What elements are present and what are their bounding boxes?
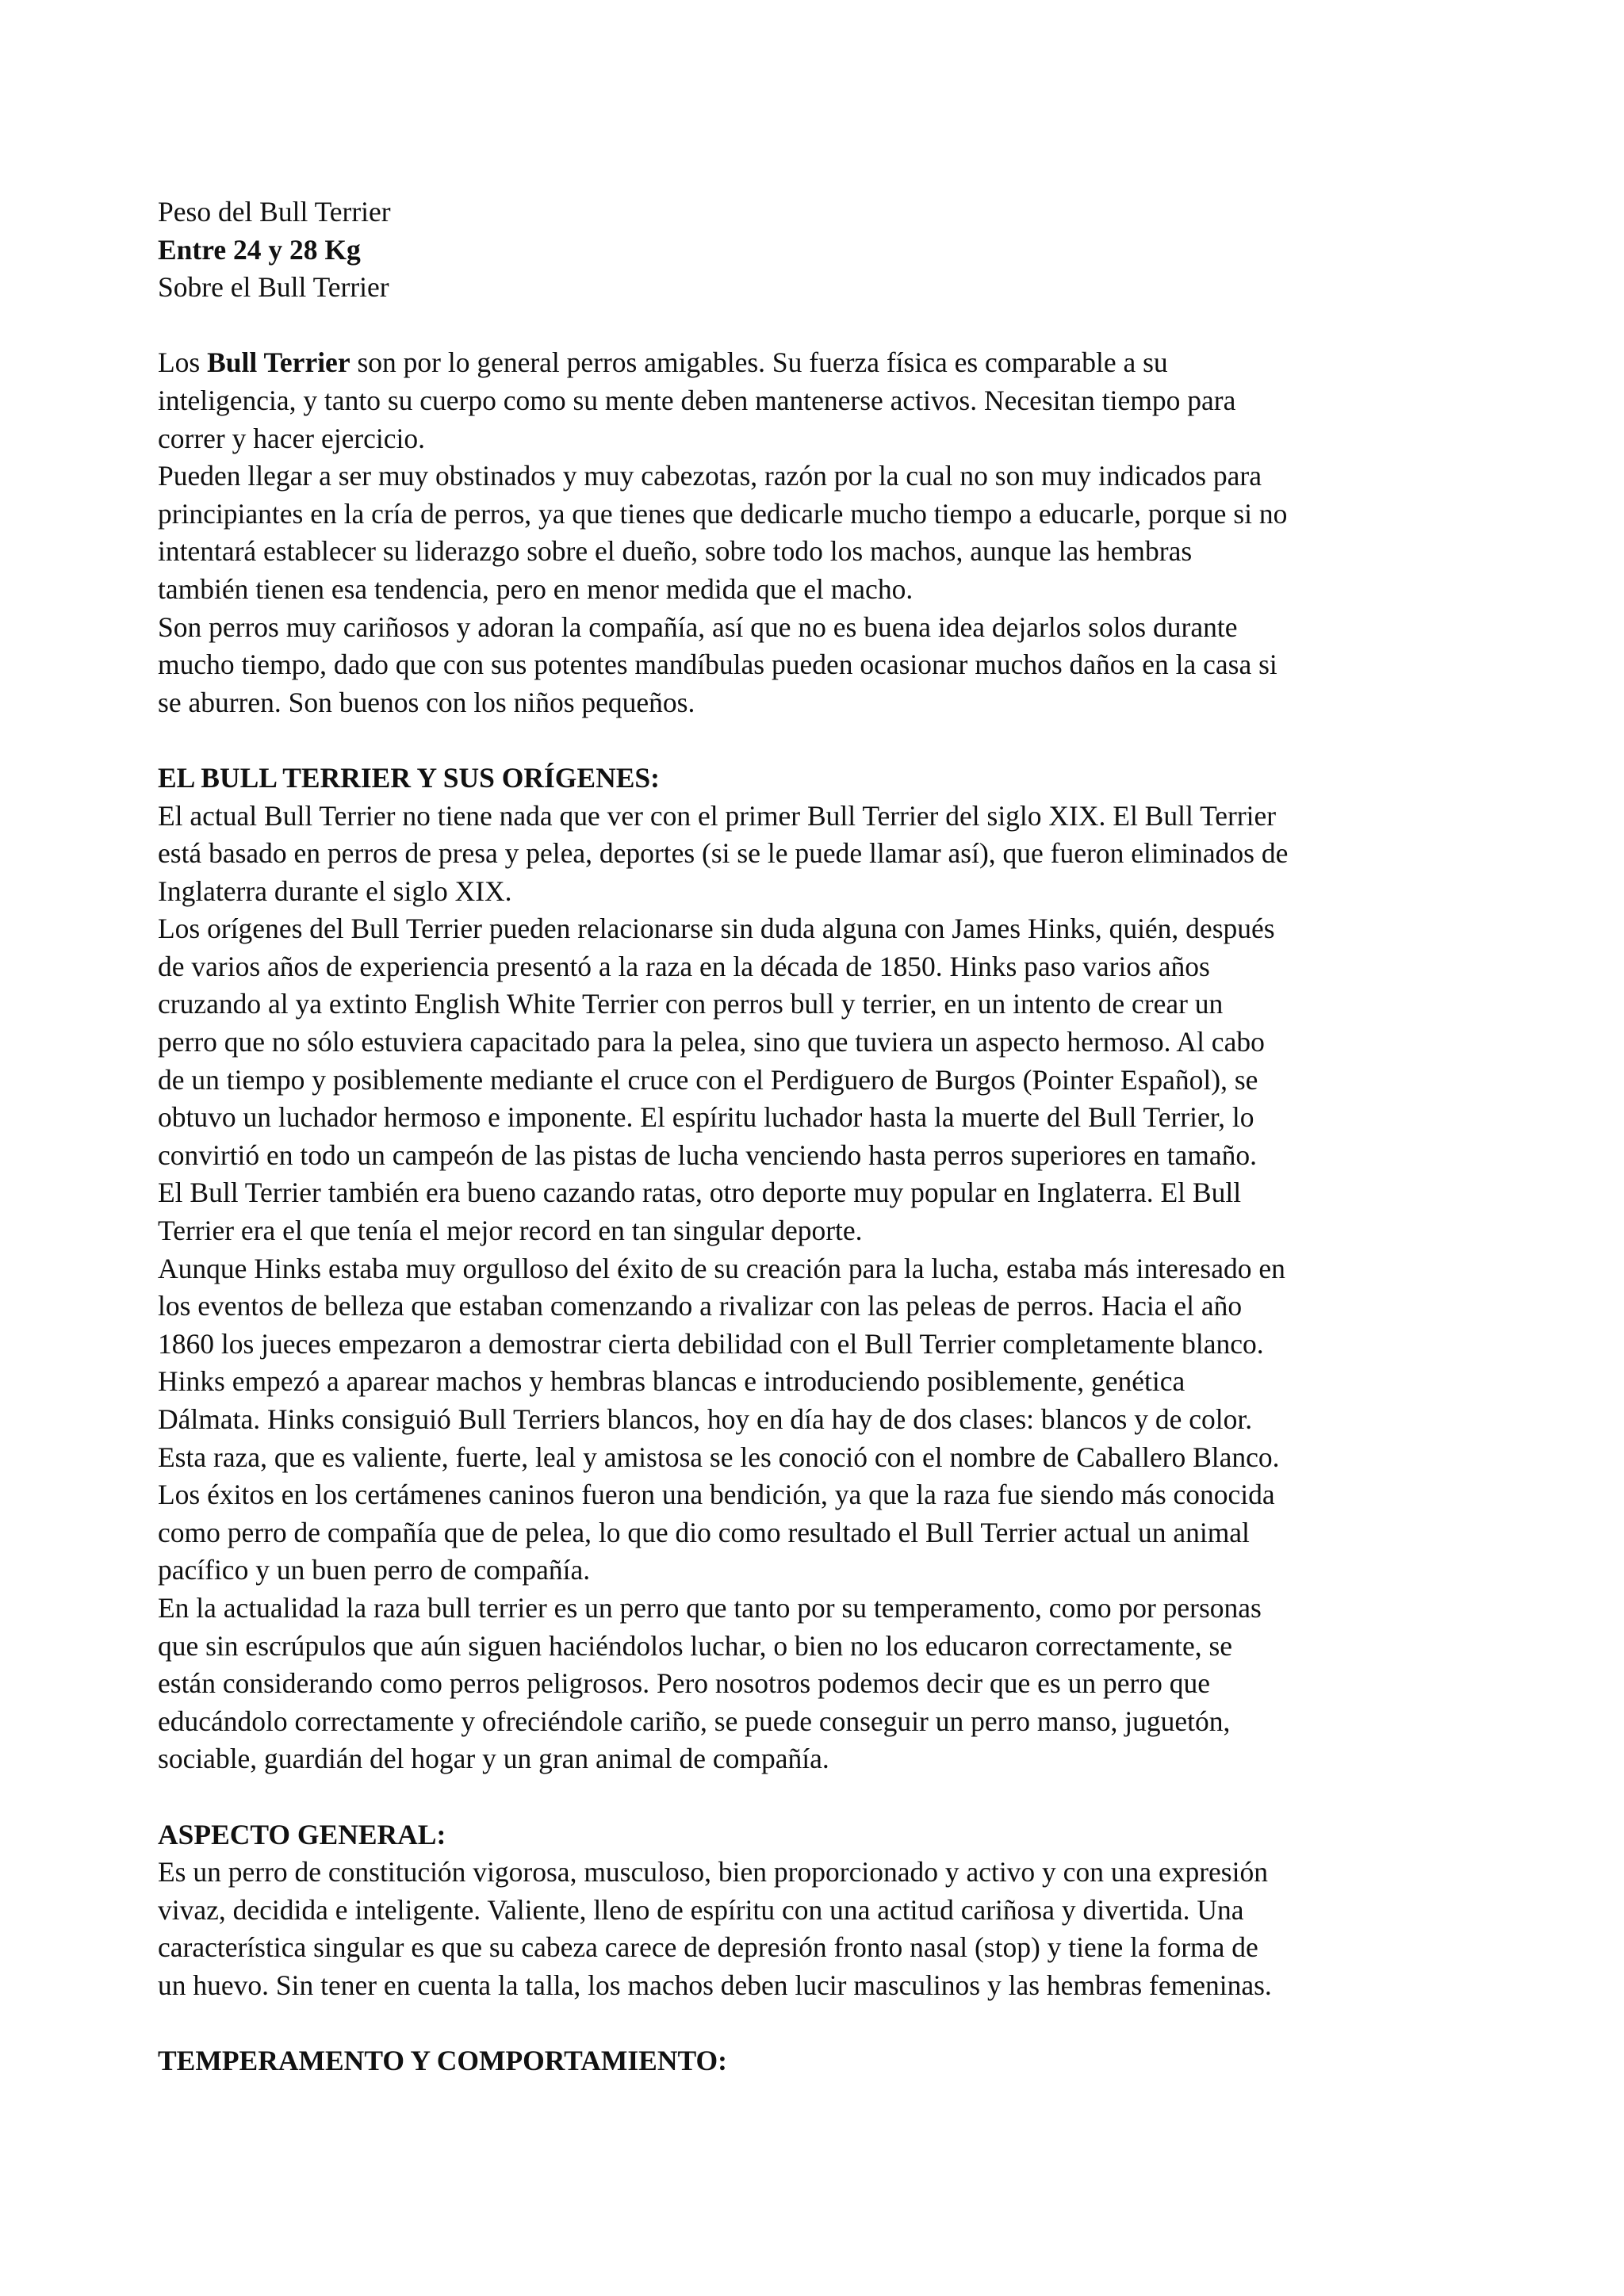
paragraph-line: Terrier era el que tenía el mejor record en tan singular deporte. <box>158 1215 863 1247</box>
paragraph-line: característica singular es que su cabeza carece de depresión fronto nasal (stop) y tiene la forma de <box>158 1931 1258 1964</box>
paragraph-line: vivaz, decidida e inteligente. Valiente, lleno de espíritu con una actitud cariñosa y divertida. Una <box>158 1893 1244 1926</box>
paragraph-line: Inglaterra durante el siglo XIX. <box>158 874 512 907</box>
intro-paragraph-2 <box>158 457 1490 608</box>
origins-paragraph-2 <box>158 910 1490 1249</box>
paragraph-line: cruzando al ya extinto English White Terrier con perros bull y terrier, en un intento de crear un <box>158 988 1224 1020</box>
origins-paragraph-3 <box>158 1250 1490 1590</box>
paragraph-line: Son perros muy cariñosos y adoran la compañía, así que no es buena idea dejarlos solos durante <box>158 610 1238 643</box>
paragraph-line: El actual Bull Terrier no tiene nada que ver con el primer Bull Terrier del siglo XIX. El Bull Terrier <box>158 799 1277 832</box>
paragraph-line: correr y hacer ejercicio. <box>158 422 426 454</box>
paragraph-line: 1860 los jueces empezaron a demostrar cierta debilidad con el Bull Terrier completamente blanco. <box>158 1327 1264 1360</box>
paragraph-line: Los orígenes del Bull Terrier pueden relacionarse sin duda alguna con James Hinks, quién, después <box>158 913 1275 945</box>
spacer <box>158 721 1490 760</box>
paragraph-line: inteligencia, y tanto su cuerpo como su mente deben mantenerse activos. Necesitan tiempo para <box>158 384 1236 416</box>
paragraph-line: Pueden llegar a ser muy obstinados y muy cabezotas, razón por la cual no son muy indicados para <box>158 460 1262 492</box>
paragraph-line: perro que no sólo estuviera capacitado para la pelea, sino que tuviera un aspecto hermoso. Al cabo <box>158 1026 1265 1058</box>
spacer <box>158 2005 1490 2043</box>
paragraph-line: Aunque Hinks estaba muy orgulloso del éxito de su creación para la lucha, estaba más interesado en <box>158 1252 1285 1284</box>
spacer <box>158 307 1490 345</box>
paragraph-line: Los Bull Terrier son por lo general perros amigables. Su fuerza física es comparable a su <box>158 346 1168 379</box>
paragraph-line: intentará establecer su liderazgo sobre el dueño, sobre todo los machos, aunque las hembras <box>158 535 1193 568</box>
aspect-paragraph-1 <box>158 1854 1490 2004</box>
about-title: Sobre el Bull Terrier <box>158 271 389 304</box>
paragraph-line: los eventos de belleza que estaban comenzando a rivalizar con las peleas de perros. Hacia el año <box>158 1290 1243 1322</box>
paragraph-line: está basado en perros de presa y pelea, deportes (si se le puede llamar así), que fueron eliminados de <box>158 837 1289 870</box>
paragraph-line: En la actualidad la raza bull terrier es un perro que tanto por su temperamento, como por personas <box>158 1591 1262 1624</box>
paragraph-line: que sin escrúpulos que aún siguen haciéndolos luchar, o bien no los educaron correctamente, se <box>158 1629 1233 1662</box>
paragraph-line: de un tiempo y posiblemente mediante el cruce con el Perdiguero de Burgos (Pointer Español), se <box>158 1063 1258 1096</box>
paragraph-line: mucho tiempo, dado que con sus potentes mandíbulas pueden ocasionar muchos daños en la casa si <box>158 649 1277 681</box>
paragraph-line: pacífico y un buen perro de compañía. <box>158 1554 591 1586</box>
spacer <box>158 1778 1490 1816</box>
paragraph-line: sociable, guardián del hogar y un gran animal de compañía. <box>158 1743 829 1775</box>
paragraph-line: de varios años de experiencia presentó a la raza en la década de 1850. Hinks paso varios años <box>158 950 1210 982</box>
paragraph-line: están considerando como perros peligrosos. Pero nosotros podemos decir que es un perro que <box>158 1667 1210 1700</box>
paragraph-line: Los éxitos en los certámenes caninos fueron una bendición, ya que la raza fue siendo más conocida <box>158 1479 1275 1511</box>
paragraph-line: convirtió en todo un campeón de las pistas de lucha venciendo hasta perros superiores en tamaño. <box>158 1138 1258 1171</box>
paragraph-line: obtuvo un luchador hermoso e imponente. El espíritu luchador hasta la muerte del Bull Terrier, lo <box>158 1101 1254 1134</box>
paragraph-line: también tienen esa tendencia, pero en menor medida que el macho. <box>158 572 914 605</box>
origins-paragraph-4 <box>158 1590 1490 1778</box>
section-heading-aspect: ASPECTO GENERAL: <box>158 1818 446 1850</box>
paragraph-line: como perro de compañía que de pelea, lo que dio como resultado el Bull Terrier actual un animal <box>158 1516 1250 1548</box>
paragraph-line: Dálmata. Hinks consiguió Bull Terriers blancos, hoy en día hay de dos clases: blancos y de color. <box>158 1403 1253 1435</box>
section-heading-origins: EL BULL TERRIER Y SUS ORÍGENES: <box>158 761 660 794</box>
paragraph-line: principiantes en la cría de perros, ya que tienes que dedicarle mucho tiempo a educarle, porque si no <box>158 497 1288 530</box>
paragraph-line: Es un perro de constitución vigorosa, musculoso, bien proporcionado y activo y con una expresión <box>158 1856 1268 1888</box>
paragraph-line: Esta raza, que es valiente, fuerte, leal y amistosa se les conoció con el nombre de Caballero Blanco. <box>158 1441 1280 1473</box>
paragraph-line: El Bull Terrier también era bueno cazando ratas, otro deporte muy popular en Inglaterra. El Bull <box>158 1177 1242 1209</box>
paragraph-line: educándolo correctamente y ofreciéndole cariño, se puede conseguir un perro manso, juguetón, <box>158 1705 1231 1737</box>
origins-paragraph-1 <box>158 798 1490 911</box>
paragraph-line: un huevo. Sin tener en cuenta la talla, los machos deben lucir masculinos y las hembras femeninas. <box>158 1969 1272 2001</box>
document-page <box>158 193 1490 2080</box>
paragraph-line: se aburren. Son buenos con los niños pequeños. <box>158 686 695 718</box>
section-heading-temperament: TEMPERAMENTO Y COMPORTAMIENTO: <box>158 2045 727 2077</box>
breed-name-bold: Bull Terrier <box>207 346 350 379</box>
weight-title: Peso del Bull Terrier <box>158 196 391 228</box>
intro-paragraph-1 <box>158 344 1490 457</box>
intro-paragraph-3 <box>158 609 1490 722</box>
paragraph-line: Hinks empezó a aparear machos y hembras blancas e introduciendo posiblemente, genética <box>158 1365 1185 1398</box>
weight-value: Entre 24 y 28 Kg <box>158 233 361 266</box>
